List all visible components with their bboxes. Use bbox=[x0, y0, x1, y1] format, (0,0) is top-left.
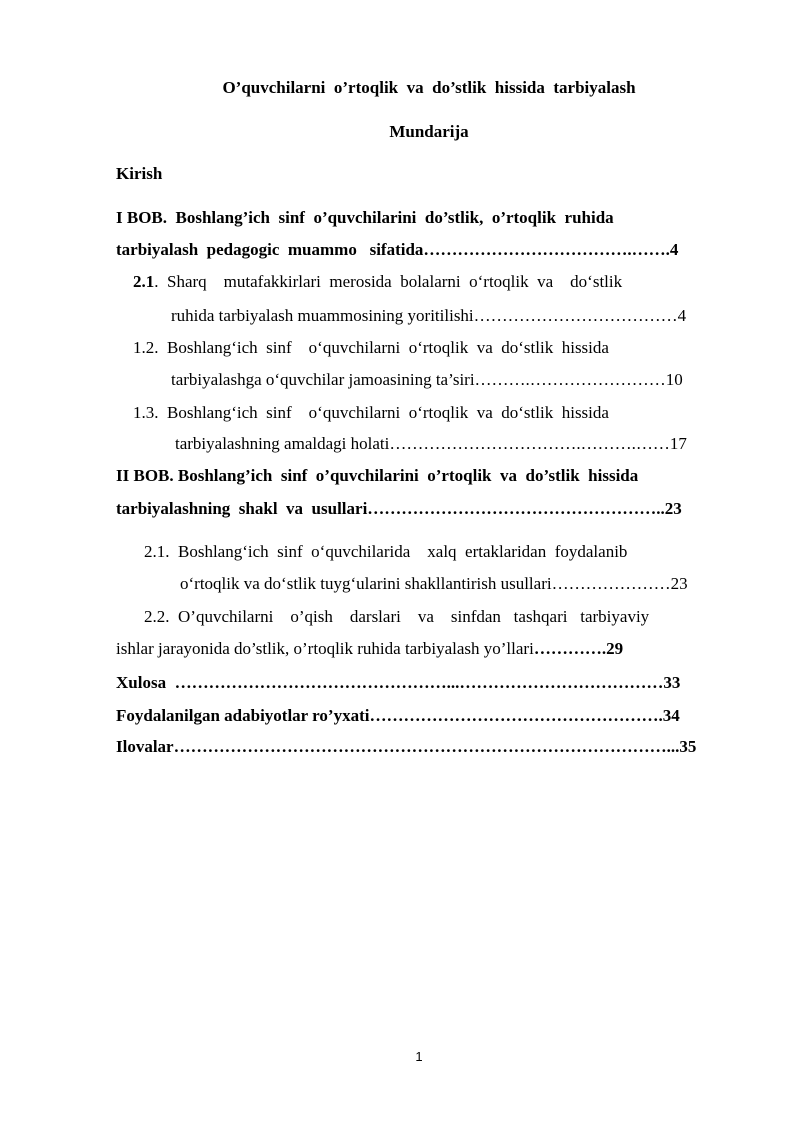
toc-entry-xulosa: Xulosa …………………………………………...………………………………33 bbox=[116, 673, 681, 692]
toc-section-1-2-line1: 1.2. Boshlang‘ich sinf o‘quvchilarni o‘rtoqlik va do‘stlik hissida bbox=[133, 338, 609, 357]
toc-chapter-2-line1: II BOB. Boshlang’ich sinf o’quvchilarini o’rtoqlik va do’stlik hissida bbox=[116, 466, 639, 485]
toc-section-2-2-line2 bbox=[116, 639, 623, 659]
toc-section-2-1-line2: o‘rtoqlik va do‘stlik tuyg‘ularini shakllantirish usullari…………………23 bbox=[180, 574, 688, 593]
toc-section-1-3-line1: 1.3. Boshlang‘ich sinf o‘quvchilarni o‘rtoqlik va do‘stlik hissida bbox=[133, 403, 609, 422]
toc-chapter-1-line2: tarbiyalash pedagogic muammo sifatida……………………………….…….4 bbox=[116, 240, 679, 259]
toc-chapter-2-line2: tarbiyalashning shakl va usullari……………………………………………..23 bbox=[116, 499, 682, 518]
toc-section-1-1-number: 2.1 bbox=[133, 272, 155, 291]
toc-entry-ilovalar: Ilovalar……………………………………………………………………………...35 bbox=[116, 737, 697, 756]
toc-section-2-2-page: ………….29 bbox=[533, 639, 624, 658]
page-number: 1 bbox=[415, 1049, 423, 1064]
toc-entry-adabiyotlar: Foydalanilgan adabiyotlar ro’yxati…………………………………………….34 bbox=[116, 706, 680, 725]
toc-section-2-2-text: ishlar jarayonida do’stlik, o’rtoqlik ruhida tarbiyalash yo’llari bbox=[116, 639, 534, 658]
toc-entry-kirish: Kirish bbox=[116, 164, 163, 183]
toc-section-1-1-line1 bbox=[133, 272, 622, 292]
toc-section-2-2-line1: 2.2. O’quvchilarni o’qish darslari va sinfdan tashqari tarbiyaviy bbox=[144, 607, 650, 626]
toc-section-1-2-line2: tarbiyalashga o‘quvchilar jamoasining ta’siri……….……………………10 bbox=[171, 370, 683, 389]
document-title: O’quvchilarni o’rtoqlik va do’stlik hissida tarbiyalash bbox=[222, 78, 636, 97]
toc-heading: Mundarija bbox=[389, 122, 469, 141]
toc-section-1-1-text: . Sharq mutafakkirlari merosida bolalarni o‘rtoqlik va do‘stlik bbox=[154, 272, 623, 291]
toc-section-1-3-line2: tarbiyalashning amaldagi holati…………………………….……….……17 bbox=[175, 434, 687, 453]
toc-chapter-1-line1: I BOB. Boshlang’ich sinf o’quvchilarini do’stlik, o’rtoqlik ruhida bbox=[116, 208, 614, 227]
toc-section-2-1-line1: 2.1. Boshlang‘ich sinf o‘quvchilarida xalq ertaklaridan foydalanib bbox=[144, 542, 628, 561]
toc-section-1-1-line2: ruhida tarbiyalash muammosining yoritilishi………………………………4 bbox=[171, 306, 687, 325]
